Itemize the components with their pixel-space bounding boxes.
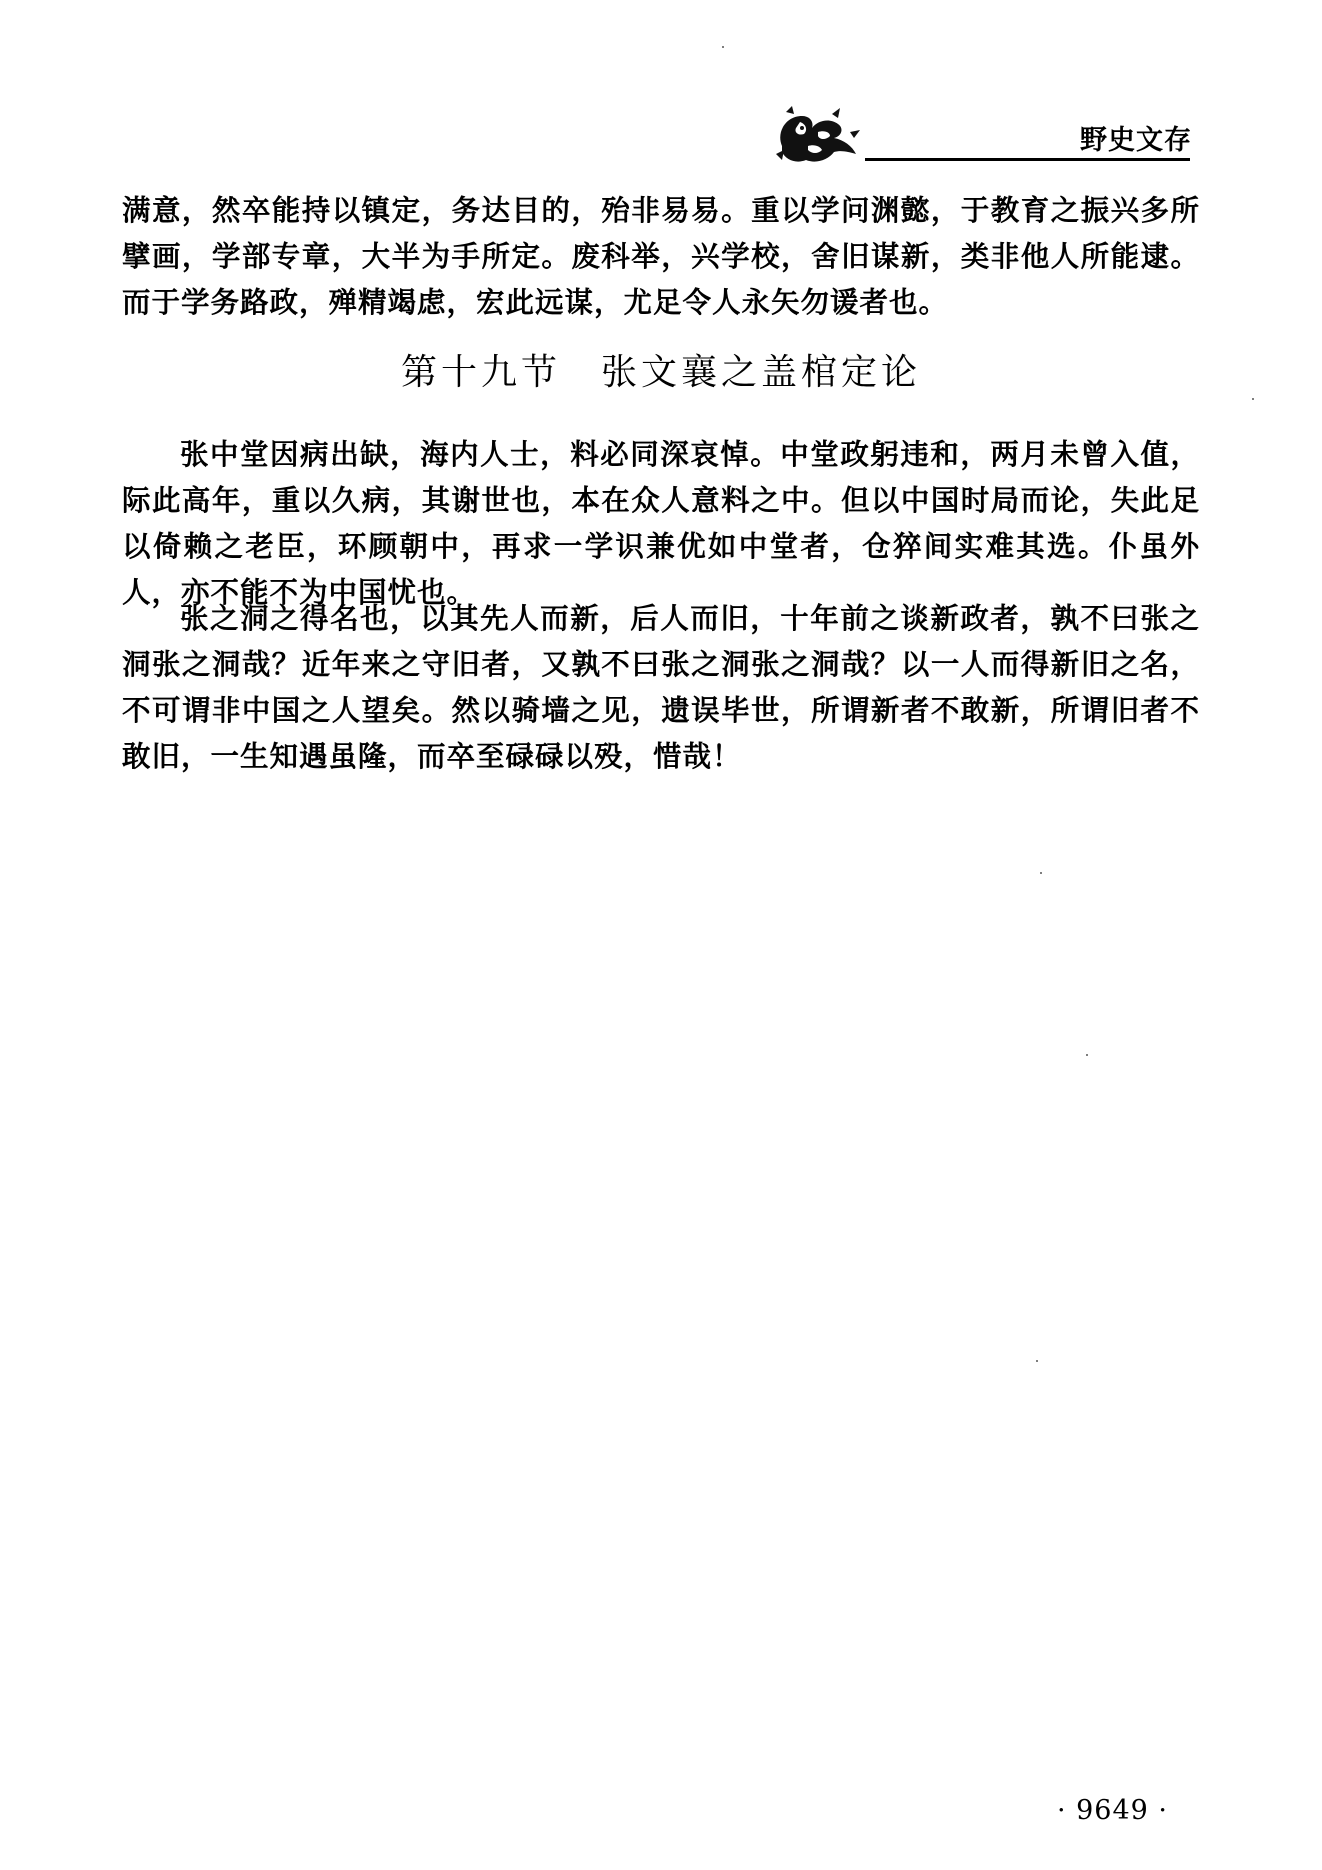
page-number: · 9649 · (1056, 1795, 1168, 1826)
paragraph: 张中堂因病出缺，海内人士，料必同深哀悼。中堂政躬违和，两月未曾入值，际此高年，重以久病，其谢世也，本在众人意料之中。但以中国时局而论，失此足以倚赖之老臣，环顾朝中，再求一学识兼优如中堂者，仓猝间实难其选。仆虽外人，亦不能不为中国忧也。 (122, 438, 1200, 609)
running-header (770, 100, 1200, 170)
scan-speck (1040, 872, 1042, 874)
paragraph: 张之洞之得名也，以其先人而新，后人而旧，十年前之谈新政者，孰不曰张之洞张之洞哉？近年来之守旧者，又孰不曰张之洞张之洞哉？以一人而得新旧之名，不可谓非中国之人望矣。然以骑墙之见，遗误毕世，所谓新者不敢新，所谓旧者不敢旧，一生知遇虽隆，而卒至碌碌以殁，惜哉！ (122, 602, 1200, 773)
scan-speck (1252, 398, 1254, 400)
section-number: 第十九节 (400, 352, 561, 393)
header-rule (865, 158, 1190, 161)
scan-speck (722, 46, 724, 48)
scan-speck (1036, 1360, 1038, 1362)
series-title: 野史文存 (1080, 125, 1192, 156)
scan-speck (1086, 1054, 1088, 1056)
continued-paragraph: 满意，然卒能持以镇定，务达目的，殆非易易。重以学问渊懿，于教育之振兴多所擘画，学部专章，大半为手所定。废科举，兴学校，舍旧谋新，类非他人所能逮。而于学务路政，殚精竭虑，宏此远谋，尤足令人永矢勿谖者也。 (122, 194, 1200, 319)
dragon-emblem-icon (772, 102, 864, 166)
section-title: 张文襄之盖棺定论 (601, 352, 922, 393)
section-heading (0, 344, 1322, 395)
